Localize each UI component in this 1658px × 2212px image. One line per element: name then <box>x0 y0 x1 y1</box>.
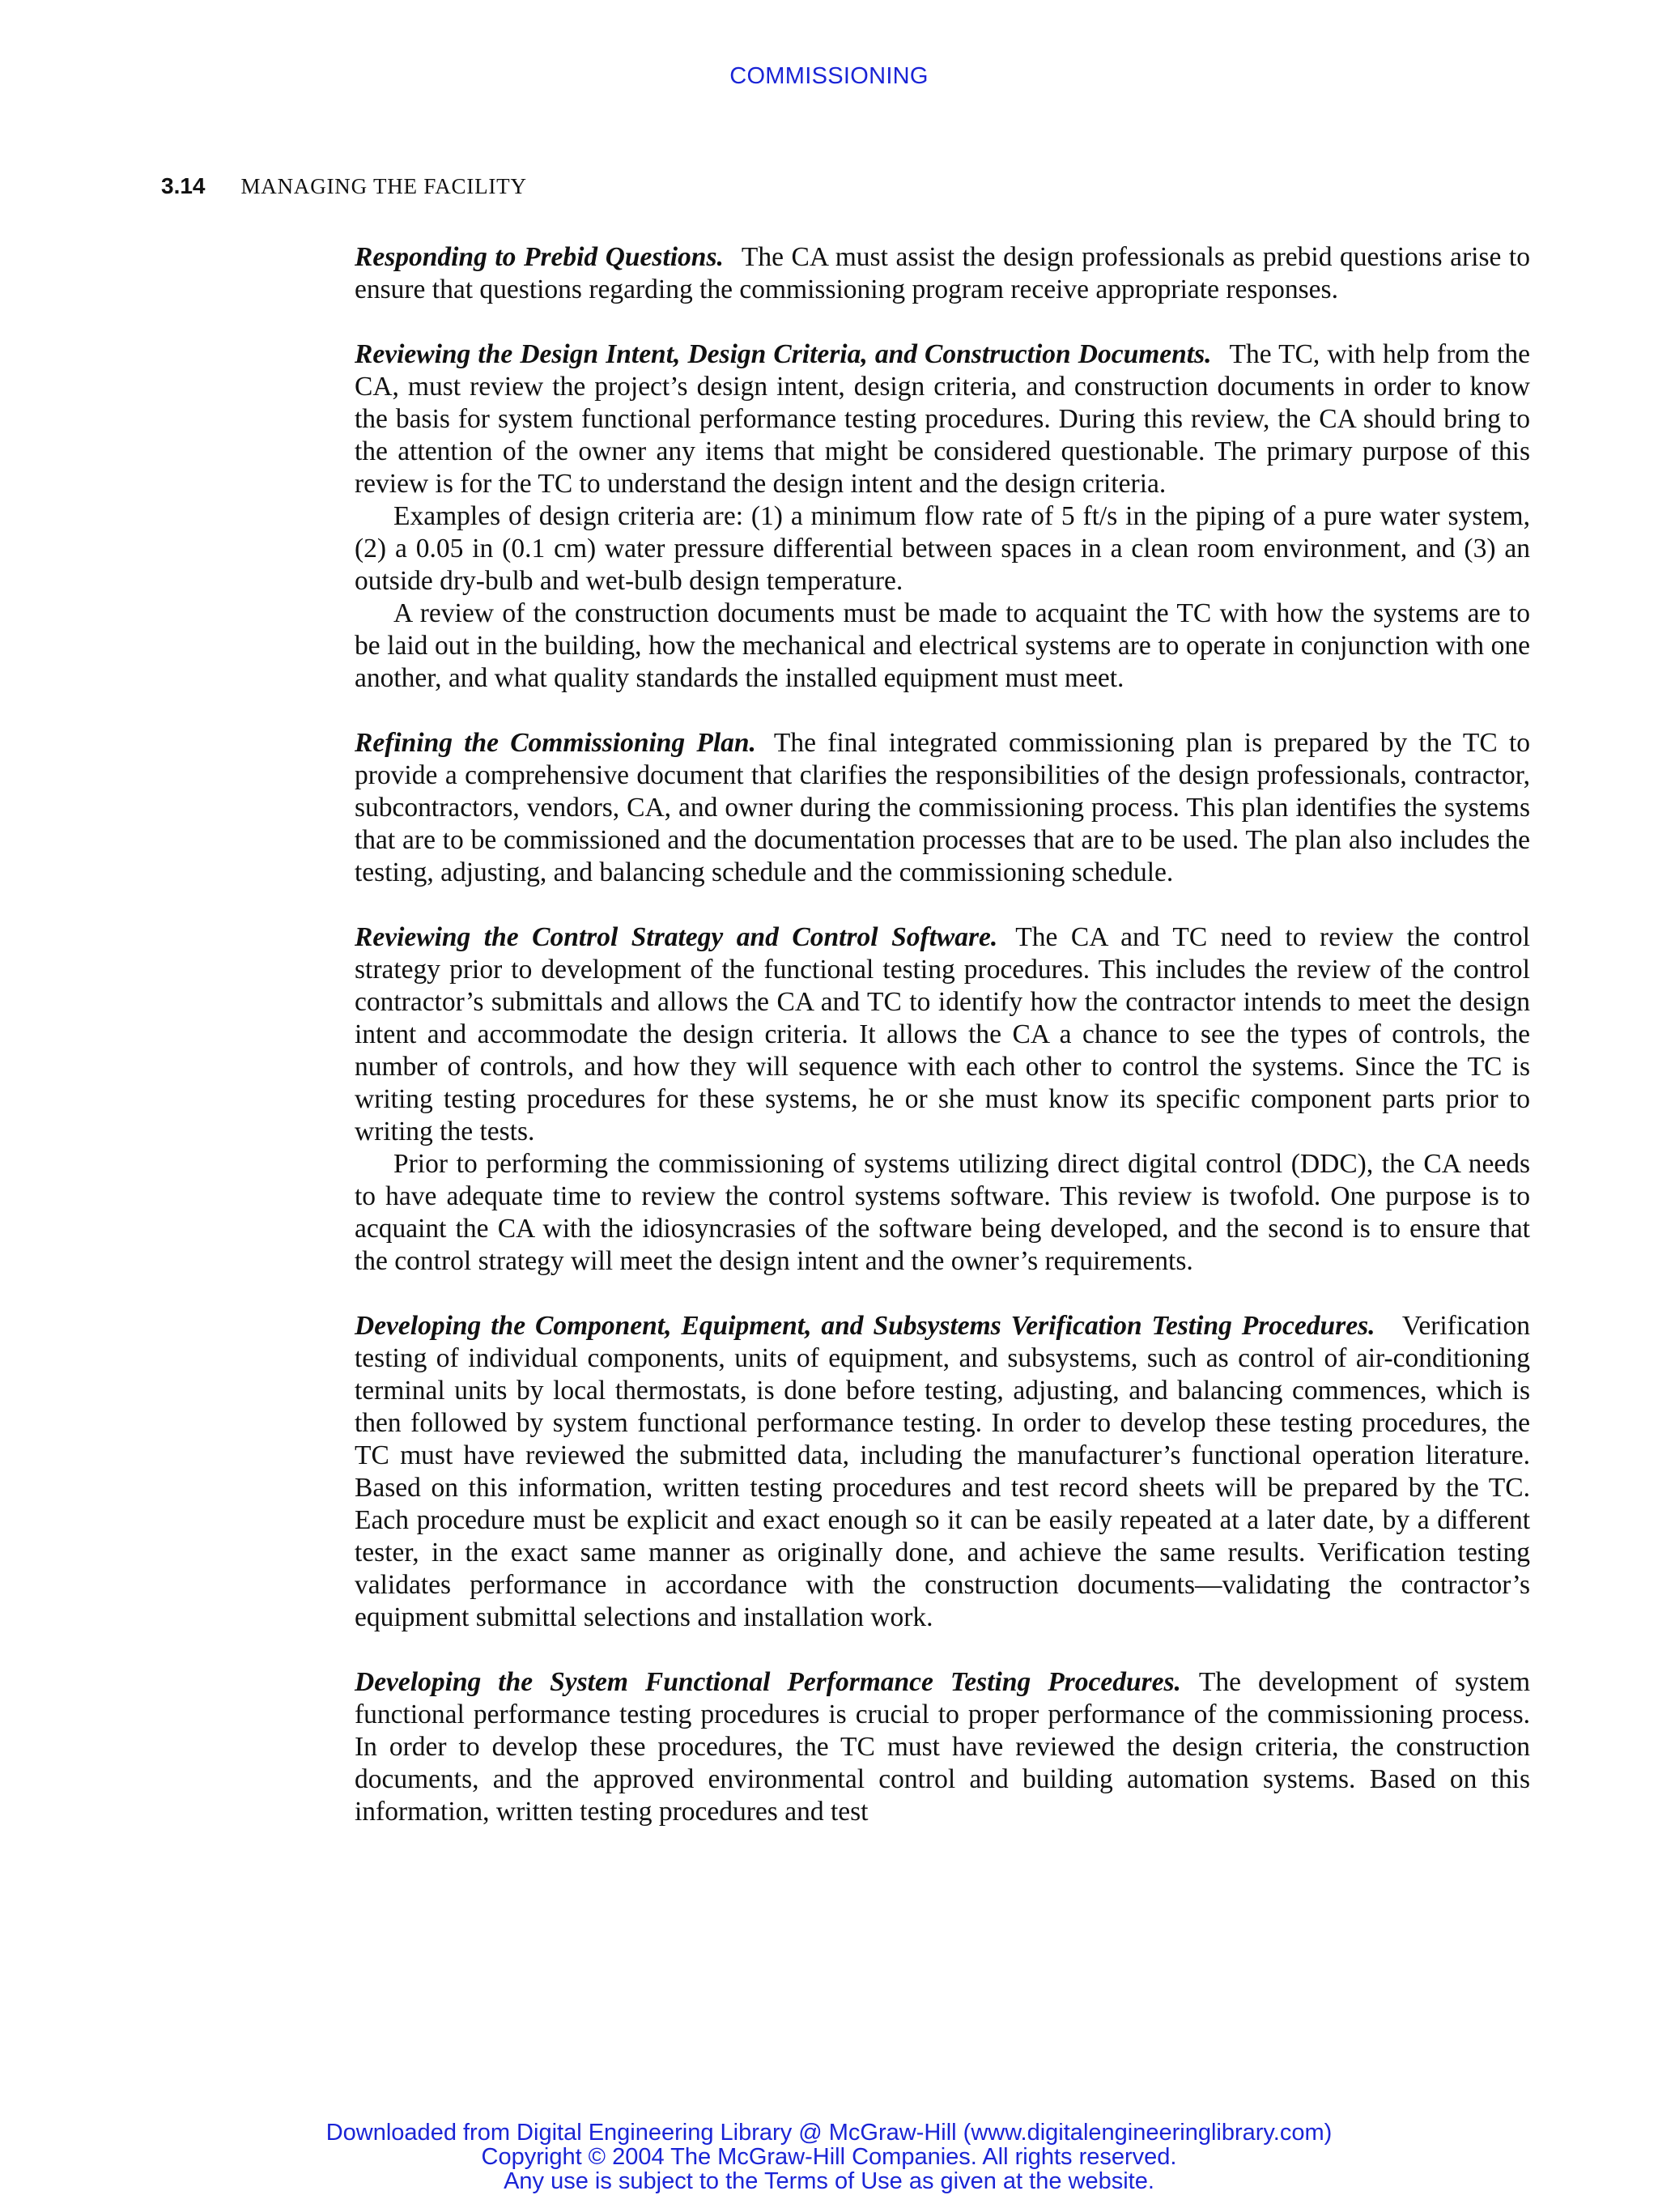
section-heading: Responding to Prebid Questions. <box>355 242 724 272</box>
paragraph: Prior to performing the commissioning of systems utilizing direct digital control (DDC), the CA needs to have adequate time to review the control systems software. This review is twofold. One purpose is to acquaint the CA with the idiosyncrasies of the software being developed, and the second is to ensure that the control strategy will meet the design intent and the owner’s requirements. <box>355 1149 1530 1276</box>
paragraph-text: The final integrated commissioning plan is prepared by the TC to provide a comprehensive document that clarifies the responsibilities of the design professionals, contractor, subcontractors, vendors, CA, and owner during the commissioning process. This plan identifies the systems that are to be commissioned and the documentation processes that are to be used. The plan also includes the testing, adjusting, and balancing schedule and the commissioning schedule. <box>355 728 1530 887</box>
footer <box>0 2121 1658 2193</box>
paragraph-text: The development of system functional performance testing procedures is crucial to proper performance of the commissioning process. In order to develop these procedures, the TC must have reviewed the design criteria, the construction documents, and the approved environmental control and building automation systems. Based on this information, written testing procedures and test <box>355 1667 1530 1827</box>
section-heading: Reviewing the Control Strategy and Control Software. <box>355 922 998 952</box>
paragraph <box>355 921 1530 1148</box>
page-number: 3.14 <box>161 173 206 198</box>
footer-copyright-line: Copyright © 2004 The McGraw-Hill Companies. All rights reserved. <box>481 2144 1177 2170</box>
section-label: MANAGING THE FACILITY <box>240 174 527 198</box>
paragraph <box>355 1666 1530 1828</box>
footer-download-line: Downloaded from Digital Engineering Library @ McGraw-Hill (www.digitalengineeringlibrary.com) <box>325 2120 1333 2146</box>
paragraph <box>355 1310 1530 1634</box>
section-heading: Developing the Component, Equipment, and Subsystems Verification Testing Procedures. <box>355 1311 1375 1341</box>
footer-terms-line: Any use is subject to the Terms of Use as given at the website. <box>504 2168 1154 2194</box>
section-heading: Developing the System Functional Performance Testing Procedures. <box>355 1667 1181 1697</box>
paragraph-text: The CA and TC need to review the control strategy prior to development of the functional testing procedures. This includes the review of the control contractor’s submittals and allows the CA and TC to identify how the contractor intends to meet the design intent and accommodate the design criteria. It allows the CA a chance to see the types of controls, the number of controls, and how they will sequence with each other to control the systems. Since the TC is writing testing procedures for these systems, he or she must know its specific component parts prior to writing the tests. <box>355 922 1530 1146</box>
paragraph: Examples of design criteria are: (1) a minimum flow rate of 5 ft/s in the piping of a pure water system, (2) a 0.05 in (0.1 cm) water pressure differential between spaces in a clean room environment, and (3) an outside dry-bulb and wet-bulb design temperature. <box>355 501 1530 596</box>
paragraph <box>355 338 1530 500</box>
body-text <box>355 241 1530 1861</box>
section-functional-testing <box>355 1666 1530 1828</box>
section-heading: Refining the Commissioning Plan. <box>355 728 756 758</box>
paragraph: A review of the construction documents must be made to acquaint the TC with how the systems are to be laid out in the building, how the mechanical and electrical systems are to operate in conjunction with one another, and what quality standards the installed equipment must meet. <box>355 598 1530 693</box>
section-heading: Reviewing the Design Intent, Design Criteria, and Construction Documents. <box>355 339 1212 369</box>
section-commissioning-plan <box>355 727 1530 889</box>
section-design-intent-review <box>355 338 1530 695</box>
section-prebid-questions <box>355 241 1530 306</box>
paragraph-text: The CA must assist the design professionals as prebid questions arise to ensure that questions regarding the commissioning program receive appropriate responses. <box>355 242 1530 304</box>
section-control-strategy <box>355 921 1530 1278</box>
page-header <box>161 173 527 199</box>
section-verification-testing <box>355 1310 1530 1634</box>
paragraph-text: Verification testing of individual components, units of equipment, and subsystems, such as control of air-conditioning terminal units by local thermostats, is done before testing, adjusting, and balancing commences, which is then followed by system functional performance testing. In order to develop these testing procedures, the TC must have reviewed the submitted data, including the manufacturer’s functional operation literature. Based on this information, written testing procedures and test record sheets will be prepared by the TC. Each procedure must be explicit and exact enough so it can be easily repeated at a later date, by a different tester, in the exact same manner as originally done, and achieve the same results. Verification testing validates performance in accordance with the construction documents—validating the contractor’s equipment submittal selections and installation work. <box>355 1311 1530 1632</box>
paragraph-text: The TC, with help from the CA, must review the project’s design intent, design criteria, and construction documents in order to know the basis for system functional performance testing procedures. During this review, the CA should bring to the attention of the owner any items that might be considered questionable. The primary purpose of this review is for the TC to understand the design intent and the design criteria. <box>355 339 1530 499</box>
paragraph <box>355 727 1530 889</box>
paragraph <box>355 241 1530 306</box>
running-title: COMMISSIONING <box>729 63 929 89</box>
